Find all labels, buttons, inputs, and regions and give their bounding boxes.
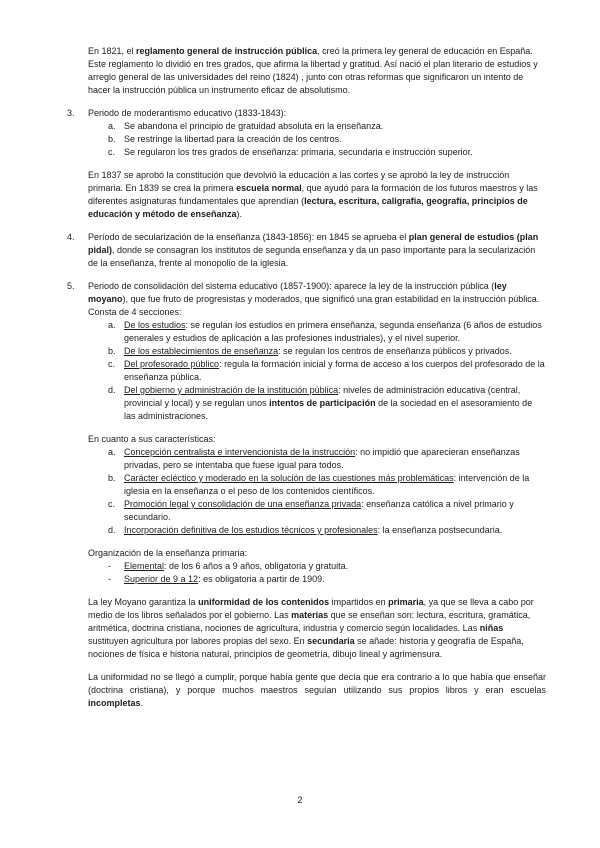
section-3-list bbox=[88, 120, 546, 159]
characteristics-title: En cuanto a sus características: bbox=[88, 434, 216, 444]
bold-term: reglamento general de instrucción pública bbox=[136, 46, 318, 56]
organization-block bbox=[88, 547, 546, 586]
text: En 1821, el bbox=[88, 46, 137, 56]
section-title: Periodo de moderantismo educativo (1833-1843): bbox=[88, 108, 287, 118]
uniformity-paragraph: La uniformidad no se llegó a cumplir, porque había gente que decía que era contrario a lo que había que enseñar (doctrina cristiana), y porque muchos maestros seguían utilizando sus propios libros y eran escuelas incompletas. bbox=[88, 672, 546, 708]
list-item: c. Del profesorado público: regula la formación inicial y forma de acceso a los cuerpos del profesorado de la enseñanza pública. bbox=[108, 359, 545, 382]
organization-list bbox=[88, 560, 546, 586]
section-4 bbox=[67, 231, 546, 270]
section-4-text: Período de secularización de la enseñanza (1843-1856): en 1845 se aprueba el plan general de estudios (plan pidal), donde se consagran los institutos de segunda enseñanza y da un paso importante para la secularización de la enseñanza, frente al monopolio de la iglesia. bbox=[88, 232, 539, 268]
list-item: b. Se restringe la libertad para la creación de los centros. bbox=[108, 134, 342, 144]
list-item: - Elemental: de los 6 años a 9 años, obligatoria y gratuita. bbox=[108, 561, 349, 571]
characteristics-list bbox=[88, 446, 546, 537]
section-5-text: Periodo de consolidación del sistema educativo (1857-1900): aparece la ley de la instrucción pública (ley moyano), que fue fruto de progresistas y moderados, que significó una gran estabilidad en la instrucción pública. Consta de 4 secciones: bbox=[88, 281, 540, 317]
list-item: b. De los establecimientos de enseñanza: se regulan los centros de enseñanza públicos y privados. bbox=[108, 346, 512, 356]
characteristics-block bbox=[88, 433, 546, 537]
list-item: d. Incorporación definitiva de los estudios técnicos y profesionales: la enseñanza postsecundaria. bbox=[108, 525, 503, 535]
section-title: Periodo de consolidación del sistema educativo (1857-1900) bbox=[88, 281, 330, 291]
section-3 bbox=[67, 107, 546, 159]
list-item: d. Del gobierno y administración de la institución pública: niveles de administración educativa (central, provincial y local) y se regulan unos intentos de participación de la sociedad en el asesoramiento de las administraciones. bbox=[108, 385, 533, 421]
list-item: c. Promoción legal y consolidación de una enseñanza privada: enseñanza católica a nivel primario y secundario. bbox=[108, 499, 514, 522]
section-title: Período de secularización de la enseñanza (1843-1856) bbox=[88, 232, 312, 242]
section-5 bbox=[67, 280, 546, 423]
section-number: 4. bbox=[67, 232, 75, 242]
list-item: c. Se regularon los tres grados de enseñanza: primaria, secundaria e instrucción superior. bbox=[108, 147, 473, 157]
list-item: a. Se abandona el principio de gratuidad absoluta en la enseñanza. bbox=[108, 121, 384, 131]
list-item: b. Carácter ecléctico y moderado en la solución de las cuestiones más problemáticas: intervención de la iglesia en la enseñanza o el peso de los contenidos científicos. bbox=[108, 473, 530, 496]
list-item: a. Concepción centralista e intervencionista de la instrucción: no impidió que aparecieran enseñanzas privadas, pero se intentaba que fuese igual para todos. bbox=[108, 447, 520, 470]
intro-paragraph bbox=[88, 45, 546, 97]
document-body bbox=[67, 45, 546, 720]
organization-title: Organización de la enseñanza primaria: bbox=[88, 548, 248, 558]
moyano-paragraph: La ley Moyano garantiza la uniformidad de los contenidos impartidos en primaria, ya que se lleva a cabo por medio de los libros señalados por el gobierno. Las materias que se enseñan son: lectura, escritura, gramática, aritmética, doctrina cristiana, nociones de agricultura, industria y comercio según localidades. Las niñas sustituyen agricultura por labores propias del sexo. En secundaria se añade: historia y geografía de España, nociones de física e historia natural, principios de geometría, dibujo lineal y agrimensura. bbox=[88, 597, 534, 659]
text: , creó la primera ley general de educación en España. Este reglamento lo dividió en tres grados, que afirma la libertad y gratitud. Así nació el plan literario de estudios y arreglo general de las universidades del reino (1824) , junto con otras reformas que significaron un intento de hacer la instrucción pública un instrumento eficaz de absolutismo. bbox=[88, 46, 538, 95]
section-number: 3. bbox=[67, 108, 75, 118]
section-3-paragraph: En 1837 se aprobó la constitución que devolvió la educación a las cortes y se aprobó la ley de instrucción primaria. En 1839 se crea la primera escuela normal, que ayudó para la formación de los futuros maestros y las diferentes asignaturas fundamentales que aprendían (lectura, escritura, caligrafía, geografía, principios de educación y método de enseñanza). bbox=[88, 170, 538, 219]
section-5-list bbox=[88, 319, 546, 423]
page-number: 2 bbox=[297, 795, 303, 805]
list-item: - Superior de 9 a 12: es obligatoria a partir de 1909. bbox=[108, 574, 325, 584]
list-item: a. De los estudios: se regulan los estudios en primera enseñanza, segunda enseñanza (6 años de estudios generales y estudios de aplicación a las profesiones industriales), y el nivel superior. bbox=[108, 320, 542, 343]
section-number: 5. bbox=[67, 281, 75, 291]
